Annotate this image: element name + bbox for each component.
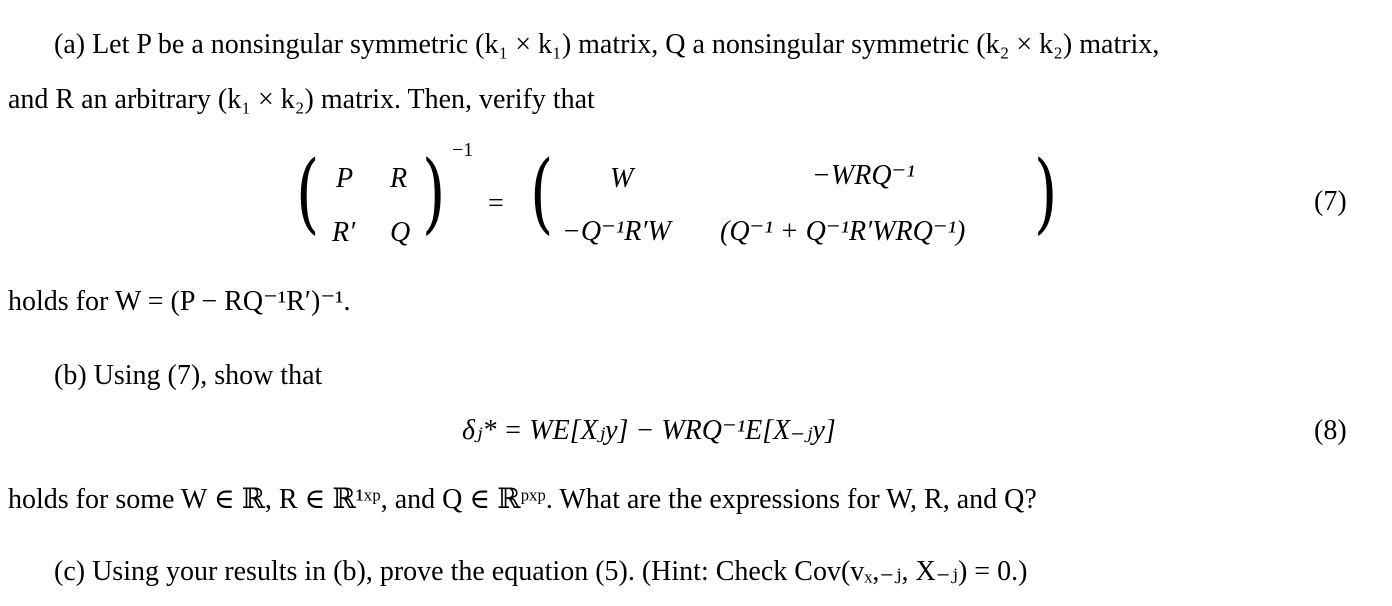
rhs-left-paren: ( bbox=[530, 142, 554, 245]
equation-8-number: (8) bbox=[1314, 415, 1347, 446]
lhs-right-paren: ) bbox=[422, 142, 446, 245]
part-b-line-2: holds for some W ∈ ℝ, R ∈ ℝ¹ˣᵖ, and Q ∈ ℝᵖˣᵖ. What are the expressions for W, R, and Q? bbox=[8, 484, 1037, 515]
lhs-r: R bbox=[390, 163, 408, 194]
part-a-line-1: (a) Let P be a nonsingular symmetric (k₁ × k₁) matrix, Q a nonsingular symmetric (k₂ × k₂) matrix, bbox=[54, 29, 1160, 60]
lhs-q: Q bbox=[390, 217, 411, 248]
equation-8: δⱼ* = WE[Xⱼy] − WRQ⁻¹E[X₋ⱼy] bbox=[462, 415, 836, 446]
lhs-left-paren: ( bbox=[296, 142, 320, 245]
lhs-p: P bbox=[336, 163, 354, 194]
equals-sign: = bbox=[488, 188, 504, 219]
part-a-line-2: and R an arbitrary (k₁ × k₂) matrix. Then, verify that bbox=[8, 84, 595, 115]
rhs-schur-term: (Q⁻¹ + Q⁻¹R′WRQ⁻¹) bbox=[720, 216, 966, 247]
rhs-neg-q-inv-r-prime-w: −Q⁻¹R′W bbox=[562, 216, 671, 247]
part-b-line-1: (b) Using (7), show that bbox=[54, 360, 323, 391]
rhs-right-paren: ) bbox=[1034, 142, 1058, 245]
rhs-w: W bbox=[610, 163, 634, 194]
part-a-line-3: holds for W = (P − RQ⁻¹R′)⁻¹. bbox=[8, 286, 351, 317]
rhs-neg-wrq-inv: −WRQ⁻¹ bbox=[812, 160, 915, 191]
inverse-exponent: −1 bbox=[452, 139, 474, 161]
equation-7-number: (7) bbox=[1314, 186, 1347, 217]
lhs-r-prime: R′ bbox=[332, 217, 356, 248]
part-c-line-1: (c) Using your results in (b), prove the equation (5). (Hint: Check Cov(vₓ,₋ⱼ, X₋ⱼ) = 0.) bbox=[54, 556, 1028, 587]
